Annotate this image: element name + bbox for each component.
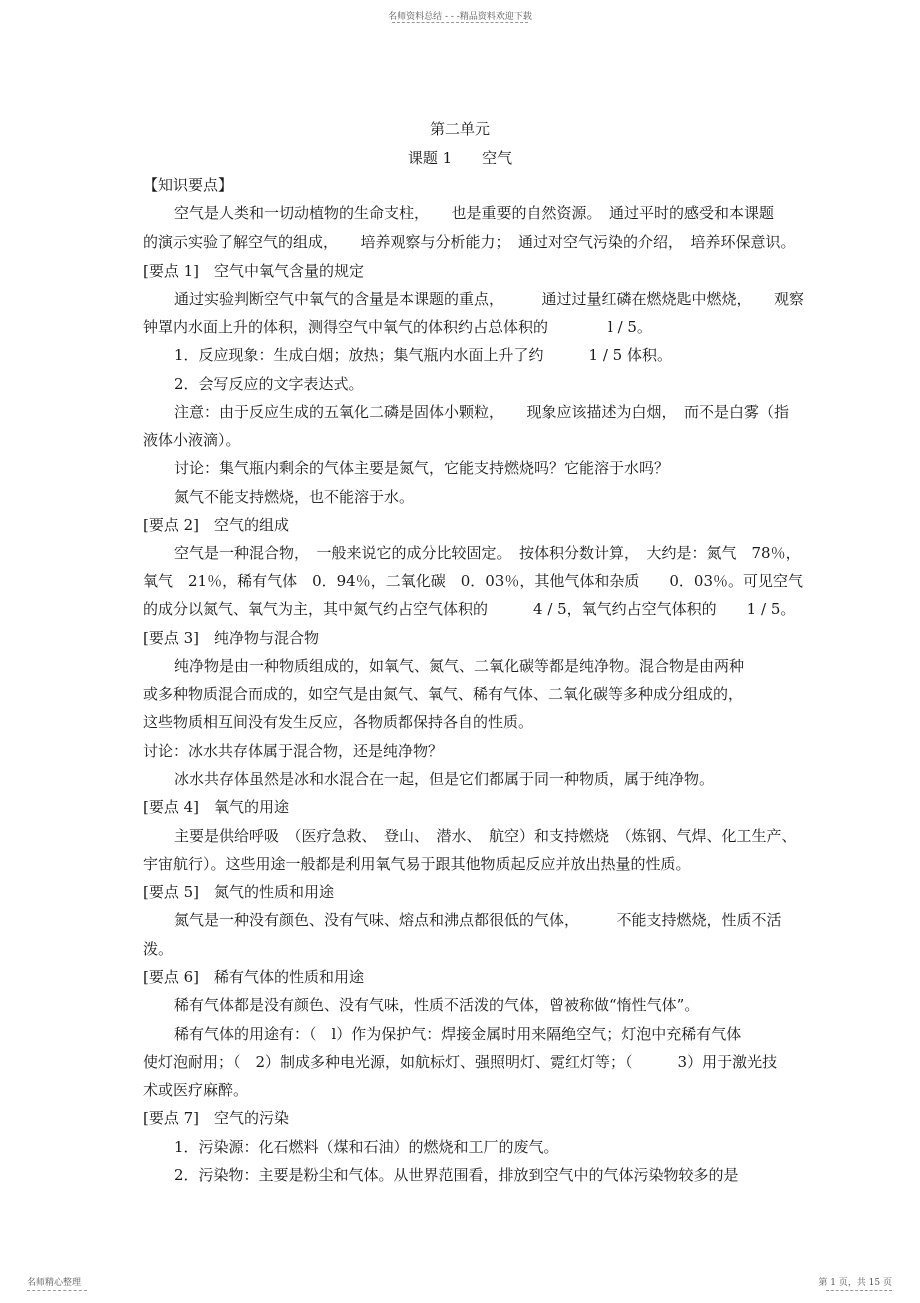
paragraph-line: 的演示实验了解空气的组成， 培养观察与分析能力； 通过对空气污染的介绍， 培养环保意识。	[143, 233, 796, 251]
key-point-heading: [要点 6] 稀有气体的性质和用途	[143, 968, 365, 986]
paragraph-line: 2．污染物：主要是粉尘和气体。从世界范围看，排放到空气中的气体污染物较多的是	[174, 1166, 739, 1184]
paragraph-line: 液体小液滴）。	[143, 431, 241, 449]
paragraph-line: 这些物质相互间没有发生反应，各物质都保持各自的性质。	[143, 713, 534, 731]
footer-left-divider	[27, 1290, 87, 1291]
key-point-heading: [要点 7] 空气的污染	[143, 1109, 290, 1127]
paragraph-line: 讨论：冰水共存体属于混合物，还是纯净物？	[143, 742, 444, 760]
footer-right-divider	[826, 1290, 892, 1291]
paragraph-line: 氧气 21％，稀有气体 0．94％，二氧化碳 0．03％，其他气体和杂质 0．03％。可见空气	[143, 572, 803, 590]
header-divider	[392, 22, 528, 23]
paragraph-line: 通过实验判断空气中氧气的含量是本课题的重点， 通过过量红磷在燃烧匙中燃烧， 观察	[174, 290, 805, 308]
paragraph-line: 讨论：集气瓶内剩余的气体主要是氮气，它能支持燃烧吗？它能溶于水吗？	[174, 459, 670, 477]
paragraph-line: 宇宙航行）。这些用途一般都是利用氧气易于跟其他物质起反应并放出热量的性质。	[143, 855, 691, 873]
paragraph-line: 的成分以氮气、氧气为主，其中氮气约占空气体积的 4 / 5，氧气约占空气体积的 1 / 5。	[143, 600, 796, 618]
paragraph-line: 钟罩内水面上升的体积，测得空气中氧气的体积约占总体积的 l / 5。	[143, 318, 652, 336]
paragraph-line: 空气是一种混合物， 一般来说它的成分比较固定。 按体积分数计算， 大约是：氮气 78％，	[174, 544, 801, 562]
key-point-heading: [要点 2] 空气的组成	[143, 516, 290, 534]
paragraph-line: 空气是人类和一切动植物的生命支柱， 也是重要的自然资源。 通过平时的感受和本课题	[174, 204, 775, 222]
key-point-heading: [要点 1] 空气中氧气含量的规定	[143, 262, 365, 280]
page-number: 第 1 页，共 15 页	[818, 1278, 892, 1288]
paragraph-line: 使灯泡耐用；（ 2）制成多种电光源，如航标灯、强照明灯、霓红灯等；（ 3）用于激光技	[143, 1053, 778, 1071]
paragraph-line: 术或医疗麻醉。	[143, 1081, 249, 1099]
footer-left-text: 名师精心整理	[27, 1278, 82, 1288]
paragraph-line: 纯净物是由一种物质组成的，如氧气、氮气、二氧化碳等都是纯净物。混合物是由两种	[174, 657, 745, 675]
key-point-heading: [要点 3] 纯净物与混合物	[143, 629, 320, 647]
paragraph-line: 注意：由于反应生成的五氧化二磷是固体小颗粒， 现象应该描述为白烟， 而不是白雾（指	[174, 403, 790, 421]
paragraph-line: 氮气是一种没有颜色、没有气味、熔点和沸点都很低的气体， 不能支持燃烧，性质不活	[174, 911, 782, 929]
paragraph-line: 稀有气体的用途有：（ l）作为保护气：焊接金属时用来隔绝空气；灯泡中充稀有气体	[174, 1025, 742, 1043]
paragraph-line: 2．会写反应的文字表达式。	[174, 375, 364, 393]
key-point-heading: [要点 4] 氧气的用途	[143, 798, 290, 816]
page-header: 名师资料总结 - - -精品资料欢迎下载	[388, 12, 532, 22]
paragraph-line: 1．污染源：化石燃料（煤和石油）的燃烧和工厂的废气。	[174, 1138, 559, 1156]
unit-title: 第二单元	[429, 120, 490, 138]
paragraph-line: 主要是供给呼吸 （医疗急救、 登山、 潜水、 航空）和支持燃烧 （炼钢、气焊、化工生产、	[174, 827, 797, 845]
lesson-title: 课题 1 空气	[407, 149, 513, 167]
paragraph-line: 稀有气体都是没有颜色、没有气味，性质不活泼的气体，曾被称做“惰性气体”。	[174, 996, 700, 1014]
paragraph-line: 氮气不能支持燃烧，也不能溶于水。	[174, 488, 415, 506]
section-heading: 【知识要点】	[143, 176, 234, 194]
paragraph-line: 1．反应现象：生成白烟；放热；集气瓶内水面上升了约 1 / 5 体积。	[174, 346, 672, 364]
key-point-heading: [要点 5] 氮气的性质和用途	[143, 883, 335, 901]
paragraph-line: 泼。	[143, 940, 174, 958]
paragraph-line: 或多种物质混合而成的，如空气是由氮气、氧气、稀有气体、二氧化碳等多种成分组成的，	[143, 685, 744, 703]
paragraph-line: 冰水共存体虽然是冰和水混合在一起，但是它们都属于同一种物质，属于纯净物。	[174, 770, 715, 788]
